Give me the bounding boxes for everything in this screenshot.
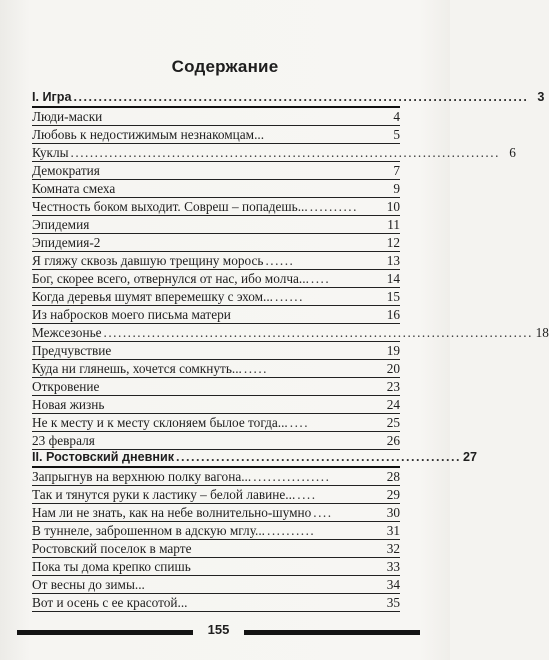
toc-entry-title: I. Игра xyxy=(32,90,72,104)
toc-page-number: 5 xyxy=(393,127,400,142)
toc-entry-title: Ростовский поселок в марте xyxy=(32,541,192,556)
toc-entry-title: В туннеле, заброшенном в адскую мглу... xyxy=(32,523,265,538)
toc-page-number: 23 xyxy=(386,379,400,394)
toc-page-number: 16 xyxy=(386,307,400,322)
toc-leader-dots: ......................................................................................... xyxy=(103,325,533,340)
toc-entry-title: Комната смеха xyxy=(32,181,116,196)
toc-entry xyxy=(32,270,400,288)
toc-entry xyxy=(32,396,400,414)
toc-page-number: 24 xyxy=(386,397,400,412)
toc-entry xyxy=(32,126,400,144)
toc-entry xyxy=(32,198,400,216)
toc-page-number: 28 xyxy=(386,469,400,484)
toc-entry-title: Не к месту и к месту склоняем былое тогда... xyxy=(32,415,288,430)
toc-entry xyxy=(32,504,400,522)
toc-entry-title: Демократия xyxy=(32,163,100,178)
toc-leader-dots: .... xyxy=(313,505,333,520)
toc-entry xyxy=(32,378,400,396)
toc-entry xyxy=(32,522,400,540)
toc-entry xyxy=(32,162,400,180)
toc-leader-dots: ................ xyxy=(253,469,331,484)
toc-leader-dots: .......... xyxy=(309,199,358,214)
toc-leader-dots: .... xyxy=(310,271,331,286)
toc-entry-title: Когда деревья шумят вперемешку с эхом... xyxy=(32,289,273,304)
toc-leader-dots: ...... xyxy=(265,253,295,268)
toc-entry-title: 23 февраля xyxy=(32,433,95,448)
toc-page-number: 3 xyxy=(537,90,545,104)
toc-entry xyxy=(32,540,400,558)
toc-page-number: 27 xyxy=(462,450,477,464)
toc-entry xyxy=(32,252,400,270)
toc-page-number: 19 xyxy=(386,343,400,358)
toc-page-number: 9 xyxy=(393,181,400,196)
toc-page-number: 14 xyxy=(386,271,400,286)
page-title: Содержание xyxy=(171,57,279,76)
toc-page-number: 18 xyxy=(535,325,549,340)
toc-entry-title: Новая жизнь xyxy=(32,397,105,412)
toc-entry xyxy=(32,576,400,594)
toc-page-number: 15 xyxy=(386,289,400,304)
toc-entry-title: Я гляжу сквозь давшую трещину морось xyxy=(32,253,264,268)
toc-entry-title: От весны до зимы... xyxy=(32,577,145,592)
toc-section xyxy=(32,90,545,108)
toc-page-number: 29 xyxy=(386,487,400,502)
toc-entry-title: Бог, скорее всего, отвернулся от нас, ибо молча... xyxy=(32,271,309,286)
toc-entry xyxy=(32,234,400,252)
toc-entry xyxy=(32,432,400,450)
toc-leader-dots: .......... xyxy=(267,523,316,538)
toc-entry xyxy=(32,594,400,612)
toc-leader-dots: .... xyxy=(289,415,310,430)
toc-page-number: 12 xyxy=(386,235,400,250)
toc-entry xyxy=(32,306,400,324)
footer-rule-left xyxy=(17,630,193,635)
toc-leader-dots: ........................................................................................... xyxy=(73,90,529,104)
toc-page-number: 25 xyxy=(386,415,400,430)
toc-entry xyxy=(32,468,400,486)
toc-section xyxy=(32,450,477,468)
toc-page-number: 4 xyxy=(393,109,400,124)
toc-entry-title: Откровение xyxy=(32,379,100,394)
toc-page-number: 7 xyxy=(393,163,400,178)
toc-entry-title: II. Ростовский дневник xyxy=(32,450,175,464)
toc-page-number: 11 xyxy=(387,217,400,232)
toc-entry-title: Так и тянутся руки к ластику – белой лавине... xyxy=(32,487,296,502)
toc-entry-title: Межсезонье xyxy=(32,325,102,340)
toc-entry xyxy=(32,180,400,198)
toc-entry xyxy=(32,414,400,432)
toc-entry-title: Эпидемия xyxy=(32,217,90,232)
toc-page-number: 35 xyxy=(386,595,400,610)
toc-entry-title: Куклы xyxy=(32,145,69,160)
toc-entry xyxy=(32,342,400,360)
toc-page-number: 33 xyxy=(386,559,400,574)
page-number: 155 xyxy=(207,622,230,637)
toc-entry-title: Вот и осень с ее красотой... xyxy=(32,595,188,610)
toc-entry-title: Запрыгнув на верхнюю полку вагона... xyxy=(32,469,252,484)
toc-entry xyxy=(32,360,400,378)
toc-entry xyxy=(32,288,400,306)
toc-entry xyxy=(32,486,400,504)
toc-entry xyxy=(32,558,400,576)
toc-entry-title: Из набросков моего письма матери xyxy=(32,307,231,322)
toc-page-number: 34 xyxy=(386,577,400,592)
toc-leader-dots: ......................................................... xyxy=(176,450,461,464)
toc-entry xyxy=(32,324,549,342)
toc-entry xyxy=(32,216,400,234)
toc-entry-title: Предчувствие xyxy=(32,343,112,358)
toc-page-number: 6 xyxy=(509,145,516,160)
toc-entry-title: Куда ни глянешь, хочется сомкнуть... xyxy=(32,361,242,376)
toc-page-number: 26 xyxy=(386,433,400,448)
toc-page-number: 32 xyxy=(386,541,400,556)
toc-page-number: 30 xyxy=(386,505,400,520)
toc-entry-title: Честность боком выходит. Совреш – попадешь... xyxy=(32,199,308,214)
footer-rule-right xyxy=(244,630,420,635)
toc-leader-dots: ......................................................................................... xyxy=(70,145,500,160)
toc-page-number: 20 xyxy=(386,361,400,376)
toc-entry-title: Люди-маски xyxy=(32,109,103,124)
toc-entry xyxy=(32,108,400,126)
toc-entry-title: Эпидемия-2 xyxy=(32,235,101,250)
toc-leader-dots: ..... xyxy=(243,361,268,376)
toc-leader-dots: .... xyxy=(297,487,317,502)
toc-entry-title: Любовь к недостижимым незнакомцам... xyxy=(32,127,265,142)
toc-entry xyxy=(32,144,516,162)
toc-page-number: 13 xyxy=(386,253,400,268)
toc-page-number: 10 xyxy=(386,199,400,214)
toc-leader-dots: ...... xyxy=(275,289,304,304)
toc-page-number: 31 xyxy=(386,523,400,538)
toc-entry-title: Нам ли не знать, как на небе волнительно-шумно xyxy=(32,505,312,520)
toc-entry-title: Пока ты дома крепко спишь xyxy=(32,559,191,574)
